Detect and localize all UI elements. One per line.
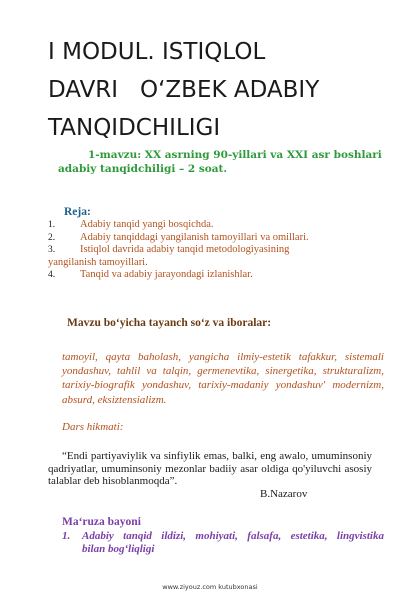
module-title-line-1: I MODUL. ISTIQLOL [48, 39, 266, 65]
plan-item [48, 244, 378, 269]
plan-item [48, 232, 378, 245]
module-title-line-3: TANQIDCHILIGI [48, 115, 221, 141]
lecture-item [62, 530, 384, 556]
plan-item-text: Istiqlol davrida adabiy tanqid metodologiyasining [80, 244, 290, 255]
key-terms-heading: Mavzu bo‘yicha tayanch so‘z va iboralar: [67, 317, 272, 329]
key-terms-text: tamoyil, qayta baholash, yangicha ilmiy-estetik tafakkur, sistemali yondashuv, tahlil va talqin, germenevtika, sinergetika, strukturalizm, tarixiy-biografik yondashuv, tarixiy-madaniy yondashuv' modernizm, absurd, eksiztensializm. [62, 351, 384, 406]
plan-item-number: 2. [48, 232, 56, 243]
topic-line-1: 1-mavzu: XX asrning 90-yillari va XXI asr boshlari [88, 149, 382, 161]
topic-line-2: adabiy tanqidchiligi – 2 soat. [58, 163, 228, 175]
lecture-item-text-line-1: Adabiy tanqid ildizi, mohiyati, falsafa, estetika, lingvistika [82, 530, 384, 542]
lecture-item-text-line-2: bilan bog‘liqligi [82, 543, 155, 555]
plan-item [48, 219, 378, 232]
plan-item-text: Adabiy tanqiddagi yangilanish tamoyillari va omillari. [80, 231, 309, 243]
plan-list [48, 219, 378, 282]
plan-item-number: 3. [48, 245, 56, 255]
lecture-item-number: 1. [62, 530, 71, 542]
plan-item-text: Tanqid va adabiy jarayondagi izlanishlar. [80, 269, 253, 280]
lesson-wisdom-heading: Dars hikmati: [62, 421, 124, 433]
topic-heading [58, 148, 388, 176]
plan-item-number: 1. [48, 220, 56, 230]
footer-source: www.ziyouz.com kutubxonasi [162, 583, 258, 591]
plan-item-continuation: yangilanish tamoyillari. [48, 256, 148, 268]
module-title [48, 33, 408, 147]
plan-heading: Reja: [64, 206, 91, 218]
module-title-line-2: DAVRI O‘ZBEK ADABIY [48, 77, 320, 103]
quote-author: B.Nazarov [260, 488, 308, 500]
plan-item-text: Adabiy tanqid yangi bosqichda. [80, 219, 214, 230]
plan-item [48, 269, 378, 282]
quote-text: “Endi partiyaviylik va sinfiylik emas, balki, eng awalo, umuminsoniy qadriyatlar, umuminsoniy mezonlar badiiy asar oldiga qo'yiluvchi asosiy talablar deb hisoblanmoqda”. [48, 450, 372, 487]
plan-item-number: 4. [48, 270, 56, 280]
lecture-heading: Ma‘ruza bayoni [62, 516, 141, 528]
